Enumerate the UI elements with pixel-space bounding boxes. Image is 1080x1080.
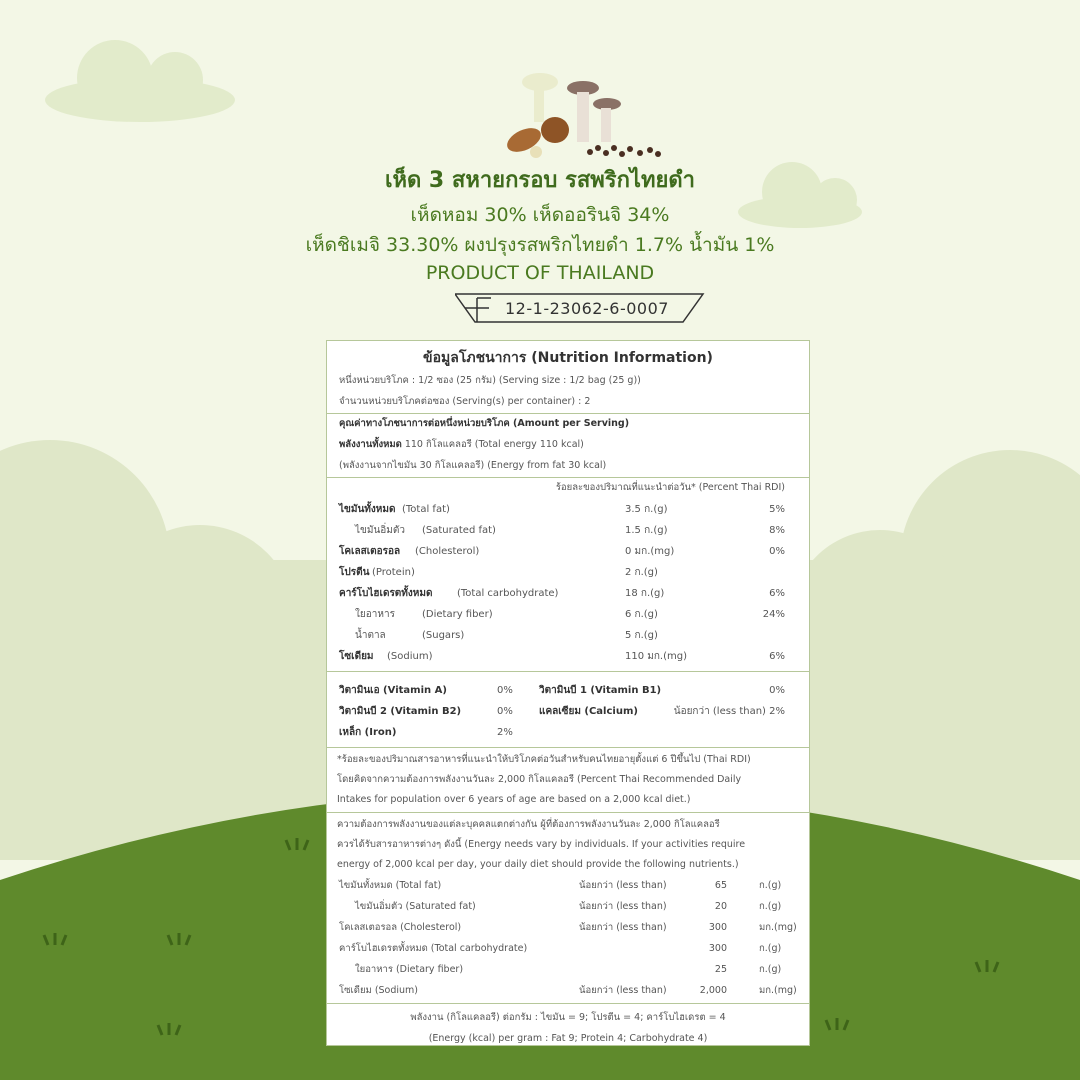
vitamin-name: วิตามินบี 2 (Vitamin B2) [339,706,462,717]
vitamin-name: เหล็ก (Iron) [339,727,397,738]
daily-name: โคเลสเตอรอล (Cholesterol) [339,922,462,933]
nutrient-row [327,625,809,646]
nutrient-name: โคเลสเตอรอล [339,546,401,557]
nutrient-amount: 5 ก.(g) [625,630,658,641]
daily-less-than: น้อยกว่า (less than) [579,985,667,996]
mushroom-illustration [503,73,661,158]
daily-row [327,917,809,938]
serving-size: หนึ่งหน่วยบริโภค : 1/2 ซอง (25 กรัม) (Serving size : 1/2 bag (25 g)) [339,375,641,386]
nutrient-row [327,646,809,667]
rdi-heading: ร้อยละของปริมาณที่แนะนำต่อวัน* (Percent Thai RDI) [555,482,785,493]
daily-value: 20 [714,901,727,912]
fda-number: 12-1-23062-6-0007 [505,299,669,318]
daily-less-than: น้อยกว่า (less than) [579,922,667,933]
nutrition-label [326,340,810,1046]
product-title: เห็ด 3 สหายกรอบ รสพริกไทยดำ [384,168,696,193]
energy-value: 110 กิโลแคลอรี (Total energy 110 kcal) [404,439,584,450]
nutrient-en: (Protein) [372,567,415,578]
nutrient-row [327,541,809,562]
nutrient-percent: 5% [769,504,785,515]
needs-3: energy of 2,000 kcal per day, your daily diet should provide the following nutrients.) [337,859,739,870]
daily-value: 300 [708,943,727,954]
daily-row [327,959,809,980]
energy-label: พลังงานทั้งหมด [339,439,402,450]
energy-per-gram-en: (Energy (kcal) per gram : Fat 9; Protein 4; Carbohydrate 4) [428,1033,708,1044]
daily-name: ไขมันอิ่มตัว (Saturated fat) [355,901,476,912]
daily-unit: มก.(mg) [759,922,797,933]
ingredient-line-1: เห็ดหอม 30% เห็ดออรินจิ 34% [410,204,670,226]
energy-from-fat: (พลังงานจากไขมัน 30 กิโลแคลอรี) (Energy from fat 30 kcal) [339,460,607,471]
vitamin-name: วิตามินเอ (Vitamin A) [339,685,447,696]
nutrient-en: (Dietary fiber) [422,609,493,620]
daily-less-than: น้อยกว่า (less than) [579,880,667,891]
nutrient-row [327,520,809,541]
nutrient-row [327,583,809,604]
daily-unit: ก.(g) [759,880,782,891]
nutrient-name: น้ำตาล [355,630,386,641]
nutrient-en: (Cholesterol) [415,546,480,557]
nutrient-amount: 2 ก.(g) [625,567,658,578]
nutrient-row [327,604,809,625]
nutrient-row [327,562,809,583]
nutrient-amount: 6 ก.(g) [625,609,658,620]
nutrient-amount: 18 ก.(g) [625,588,665,599]
daily-unit: มก.(mg) [759,985,797,996]
nutrient-amount: 0 มก.(mg) [625,546,675,557]
nutrient-en: (Saturated fat) [422,525,496,536]
servings-per-container: จำนวนหน่วยบริโภคต่อซอง (Serving(s) per container) : 2 [339,396,591,407]
daily-unit: ก.(g) [759,964,782,975]
needs-1: ความต้องการพลังงานของแต่ละบุคคลแตกต่างกัน ผู้ที่ต้องการพลังงานวันละ 2,000 กิโลแคลอรี [337,819,720,830]
nutrient-amount: 3.5 ก.(g) [625,504,668,515]
energy-per-gram-th: พลังงาน (กิโลแคลอรี) ต่อกรัม : ไขมัน = 9; โปรตีน = 4; คาร์โบไฮเดรต = 4 [410,1012,726,1023]
vitamin-name-2: วิตามินบี 1 (Vitamin B1) [539,685,662,696]
daily-name: ใยอาหาร (Dietary fiber) [355,964,464,975]
nutrient-en: (Sodium) [387,651,433,662]
vitamin-percent: 2% [497,727,513,738]
nutrient-name: โปรตีน [339,567,370,578]
daily-name: ไขมันทั้งหมด (Total fat) [339,880,442,891]
vitamin-percent: 0% [497,706,513,717]
vitamin-percent-2: 0% [769,685,785,696]
daily-name: โซเดียม (Sodium) [339,985,419,996]
needs-2: ควรได้รับสารอาหารต่างๆ ดังนี้ (Energy needs vary by individuals. If your activities require [337,839,746,850]
origin-line: PRODUCT OF THAILAND [425,262,655,284]
nutrient-en: (Total fat) [402,504,450,515]
nutrient-percent: 6% [769,651,785,662]
vitamin-name-2: แคลเซียม (Calcium) [539,706,638,717]
nutrient-name: โซเดียม [339,651,374,662]
daily-name: คาร์โบไฮเดรตทั้งหมด (Total carbohydrate) [339,943,528,954]
daily-value: 2,000 [699,985,727,996]
footnote-1: *ร้อยละของปริมาณสารอาหารที่แนะนำให้บริโภคต่อวันสำหรับคนไทยอายุตั้งแต่ 6 ปีขึ้นไป (Thai RDI) [337,754,751,765]
daily-unit: ก.(g) [759,901,782,912]
nutrient-percent: 24% [762,609,785,620]
nutrient-en: (Total carbohydrate) [457,588,559,599]
footnote-2: โดยคิดจากความต้องการพลังงานวันละ 2,000 กิโลแคลอรี (Percent Thai Recommended Daily [337,774,742,785]
daily-less-than: น้อยกว่า (less than) [579,901,667,912]
nutrient-percent: 0% [769,546,785,557]
nutrient-name: คาร์โบไฮเดรตทั้งหมด [339,588,433,599]
vitamin-row [327,722,809,743]
vitamin-row [327,701,809,722]
daily-row [327,896,809,917]
nutrient-name: ไขมันอิ่มตัว [355,525,405,536]
nutrient-name: ใยอาหาร [355,609,395,620]
vitamin-row [327,680,809,701]
daily-value: 300 [708,922,727,933]
nutrient-row [327,499,809,520]
daily-value: 25 [714,964,727,975]
footnote-3: Intakes for population over 6 years of age are based on a 2,000 kcal diet.) [337,794,691,805]
daily-value: 65 [714,880,727,891]
nutrient-amount: 110 มก.(mg) [625,651,687,662]
ingredient-line-2: เห็ดชิเมจิ 33.30% ผงปรุงรสพริกไทยดำ 1.7% น้ำมัน 1% [305,234,775,256]
nutrient-amount: 1.5 ก.(g) [625,525,668,536]
vitamin-percent: 0% [497,685,513,696]
cloud-left [45,40,235,122]
amount-heading: คุณค่าทางโภชนาการต่อหนึ่งหน่วยบริโภค (Amount per Serving) [339,418,630,429]
daily-row [327,875,809,896]
nutrient-name: ไขมันทั้งหมด [339,504,396,515]
daily-row [327,980,809,1001]
daily-row [327,938,809,959]
vitamin-percent-2: น้อยกว่า (less than) 2% [673,706,785,717]
daily-unit: ก.(g) [759,943,782,954]
nutrient-percent: 8% [769,525,785,536]
nutrient-en: (Sugars) [422,630,465,641]
nutrient-percent: 6% [769,588,785,599]
nutrition-title: ข้อมูลโภชนาการ (Nutrition Information) [423,350,713,366]
